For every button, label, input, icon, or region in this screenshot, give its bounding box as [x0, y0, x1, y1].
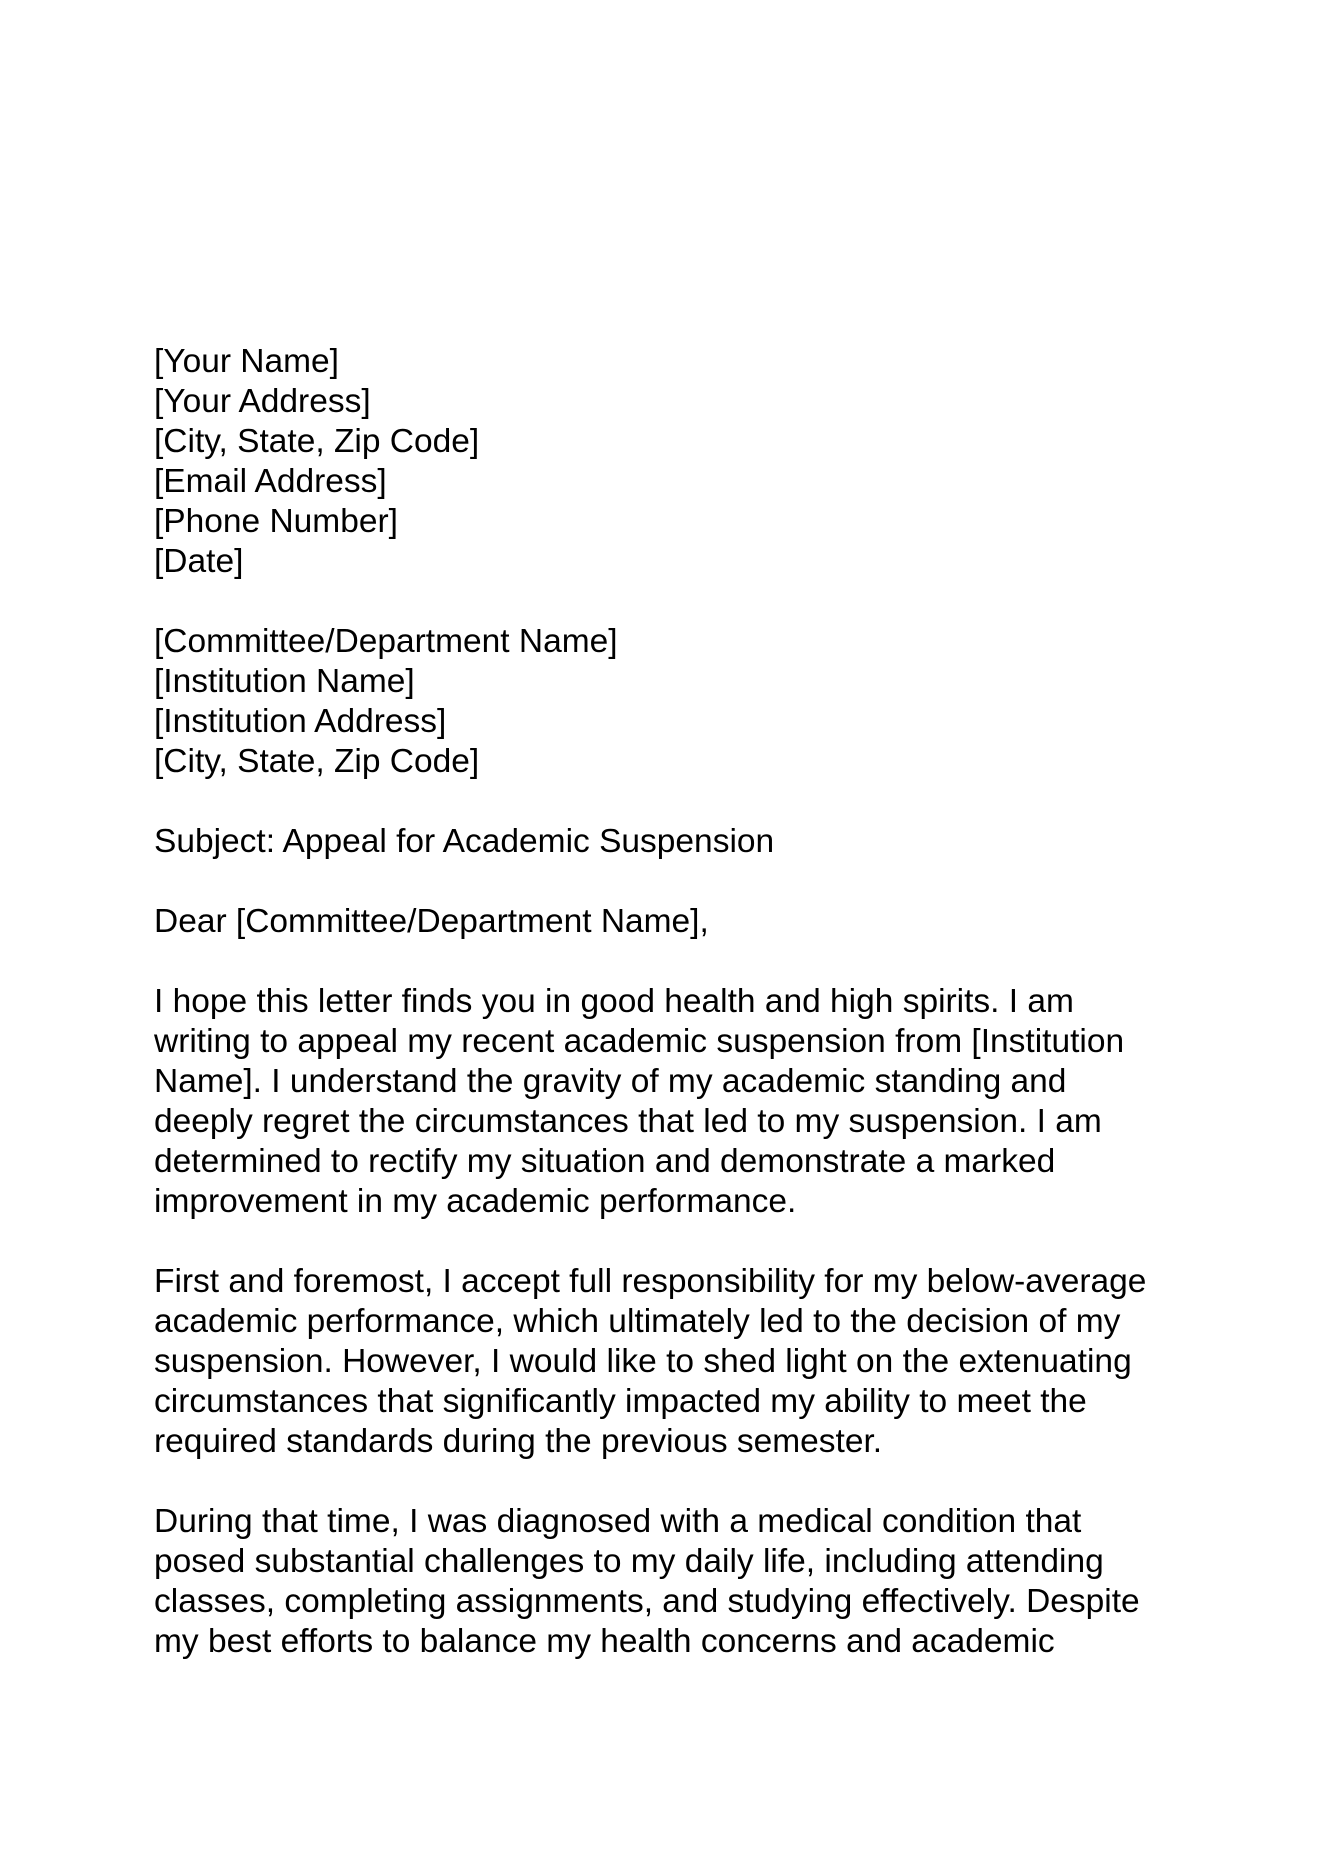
- paragraph-line: required standards during the previous semester.: [154, 1423, 883, 1460]
- sender-city-state-zip: [City, State, Zip Code]: [154, 423, 480, 460]
- subject-line: [154, 822, 1194, 862]
- paragraph-line: improvement in my academic performance.: [154, 1183, 797, 1220]
- paragraph-line: my best efforts to balance my health concerns and academic: [154, 1623, 1055, 1660]
- paragraph-line: circumstances that significantly impacted my ability to meet the: [154, 1383, 1087, 1420]
- subject-text: Subject: Appeal for Academic Suspension: [154, 823, 775, 860]
- paragraph-line: suspension. However, I would like to shed light on the extenuating: [154, 1343, 1132, 1380]
- recipient-committee: [Committee/Department Name]: [154, 623, 618, 660]
- paragraph-line: classes, completing assignments, and studying effectively. Despite: [154, 1583, 1140, 1620]
- sender-email: [Email Address]: [154, 463, 387, 500]
- paragraph-line: I hope this letter finds you in good health and high spirits. I am: [154, 983, 1074, 1020]
- paragraph-line: academic performance, which ultimately led to the decision of my: [154, 1303, 1121, 1340]
- body-paragraph-1: [154, 982, 1194, 1222]
- recipient-address: [Institution Address]: [154, 703, 447, 740]
- salutation-text: Dear [Committee/Department Name],: [154, 903, 709, 940]
- salutation: [154, 902, 1194, 942]
- paragraph-line: During that time, I was diagnosed with a medical condition that: [154, 1503, 1082, 1540]
- paragraph-line: determined to rectify my situation and demonstrate a marked: [154, 1143, 1056, 1180]
- letter-date: [Date]: [154, 543, 244, 580]
- paragraph-line: Name]. I understand the gravity of my academic standing and: [154, 1063, 1067, 1100]
- paragraph-line: First and foremost, I accept full responsibility for my below-average: [154, 1263, 1147, 1300]
- paragraph-line: writing to appeal my recent academic suspension from [Institution: [154, 1023, 1125, 1060]
- letter-body: [154, 342, 1194, 1702]
- body-paragraph-2: [154, 1262, 1194, 1462]
- sender-block: [154, 342, 1194, 582]
- sender-address: [Your Address]: [154, 383, 371, 420]
- paragraph-line: posed substantial challenges to my daily life, including attending: [154, 1543, 1104, 1580]
- recipient-city-state-zip: [City, State, Zip Code]: [154, 743, 480, 780]
- sender-name: [Your Name]: [154, 343, 339, 380]
- paragraph-line: deeply regret the circumstances that led to my suspension. I am: [154, 1103, 1102, 1140]
- recipient-institution: [Institution Name]: [154, 663, 415, 700]
- sender-phone: [Phone Number]: [154, 503, 398, 540]
- recipient-block: [154, 622, 1194, 782]
- body-paragraph-3: [154, 1502, 1194, 1662]
